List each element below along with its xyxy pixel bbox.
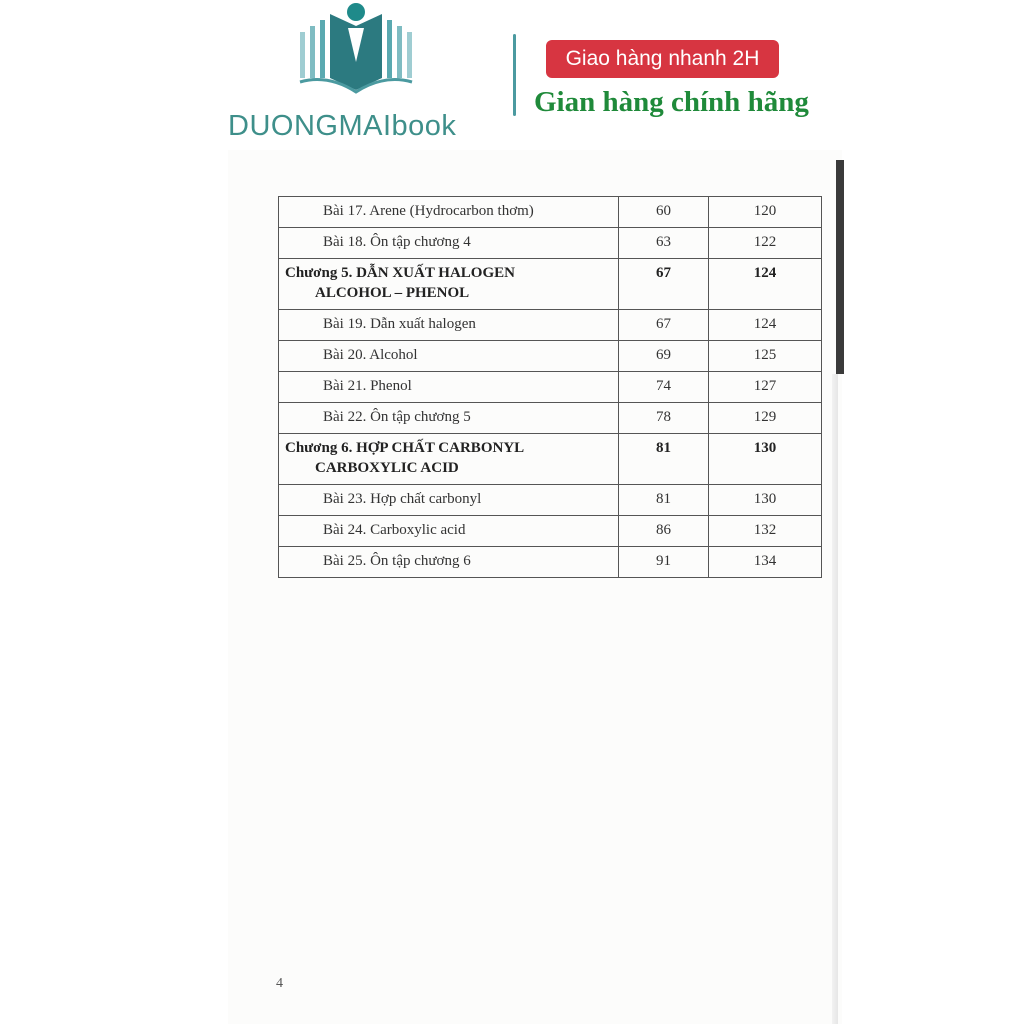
page-ref: 91 [619, 547, 709, 578]
delivery-badge: Giao hàng nhanh 2H [546, 40, 779, 78]
page-ref: 78 [619, 403, 709, 434]
page-ref: 81 [619, 485, 709, 516]
table-row [279, 228, 822, 259]
answer-page-ref: 124 [709, 259, 822, 310]
page-ref: 74 [619, 372, 709, 403]
table-row [279, 485, 822, 516]
chapter-title-line1: Chương 5. DẪN XUẤT HALOGEN [285, 265, 515, 281]
chapter-title [279, 434, 619, 485]
table-row [279, 372, 822, 403]
answer-page-ref: 124 [709, 310, 822, 341]
answer-page-ref: 130 [709, 485, 822, 516]
page-ref: 67 [619, 310, 709, 341]
lesson-title: Bài 21. Phenol [279, 372, 619, 403]
answer-page-ref: 127 [709, 372, 822, 403]
page-ref: 81 [619, 434, 709, 485]
page-edge [836, 160, 844, 374]
chapter-row [279, 434, 822, 485]
book-reader-icon [296, 0, 416, 96]
page-ref: 67 [619, 259, 709, 310]
answer-page-ref: 132 [709, 516, 822, 547]
lesson-title: Bài 24. Carboxylic acid [279, 516, 619, 547]
lesson-title: Bài 23. Hợp chất carbonyl [279, 485, 619, 516]
table-of-contents [278, 196, 822, 578]
table-row [279, 516, 822, 547]
lesson-title: Bài 20. Alcohol [279, 341, 619, 372]
brand-divider [513, 34, 516, 116]
table-row [279, 341, 822, 372]
lesson-title: Bài 17. Arene (Hydrocarbon thơm) [279, 197, 619, 228]
table-row [279, 310, 822, 341]
page-shadow [832, 374, 838, 1024]
chapter-title-line2: ALCOHOL – PHENOL [315, 285, 470, 301]
official-store-label: Gian hàng chính hãng [534, 86, 809, 118]
answer-page-ref: 120 [709, 197, 822, 228]
lesson-title: Bài 19. Dẫn xuất halogen [279, 310, 619, 341]
answer-page-ref: 130 [709, 434, 822, 485]
answer-page-ref: 129 [709, 403, 822, 434]
chapter-title [279, 259, 619, 310]
answer-page-ref: 122 [709, 228, 822, 259]
page-ref: 69 [619, 341, 709, 372]
lesson-title: Bài 22. Ôn tập chương 5 [279, 403, 619, 434]
chapter-title-line2: CARBOXYLIC ACID [315, 460, 459, 476]
table-row [279, 197, 822, 228]
answer-page-ref: 134 [709, 547, 822, 578]
lesson-title: Bài 25. Ôn tập chương 6 [279, 547, 619, 578]
table-row [279, 547, 822, 578]
answer-page-ref: 125 [709, 341, 822, 372]
page-number: 4 [276, 976, 283, 991]
lesson-title: Bài 18. Ôn tập chương 4 [279, 228, 619, 259]
page-ref: 86 [619, 516, 709, 547]
chapter-row [279, 259, 822, 310]
table-row [279, 403, 822, 434]
chapter-title-line1: Chương 6. HỢP CHẤT CARBONYL [285, 440, 525, 456]
page-ref: 63 [619, 228, 709, 259]
brand-name: DUONGMAIbook [228, 110, 457, 142]
page-ref: 60 [619, 197, 709, 228]
brand-logo [296, 0, 416, 96]
